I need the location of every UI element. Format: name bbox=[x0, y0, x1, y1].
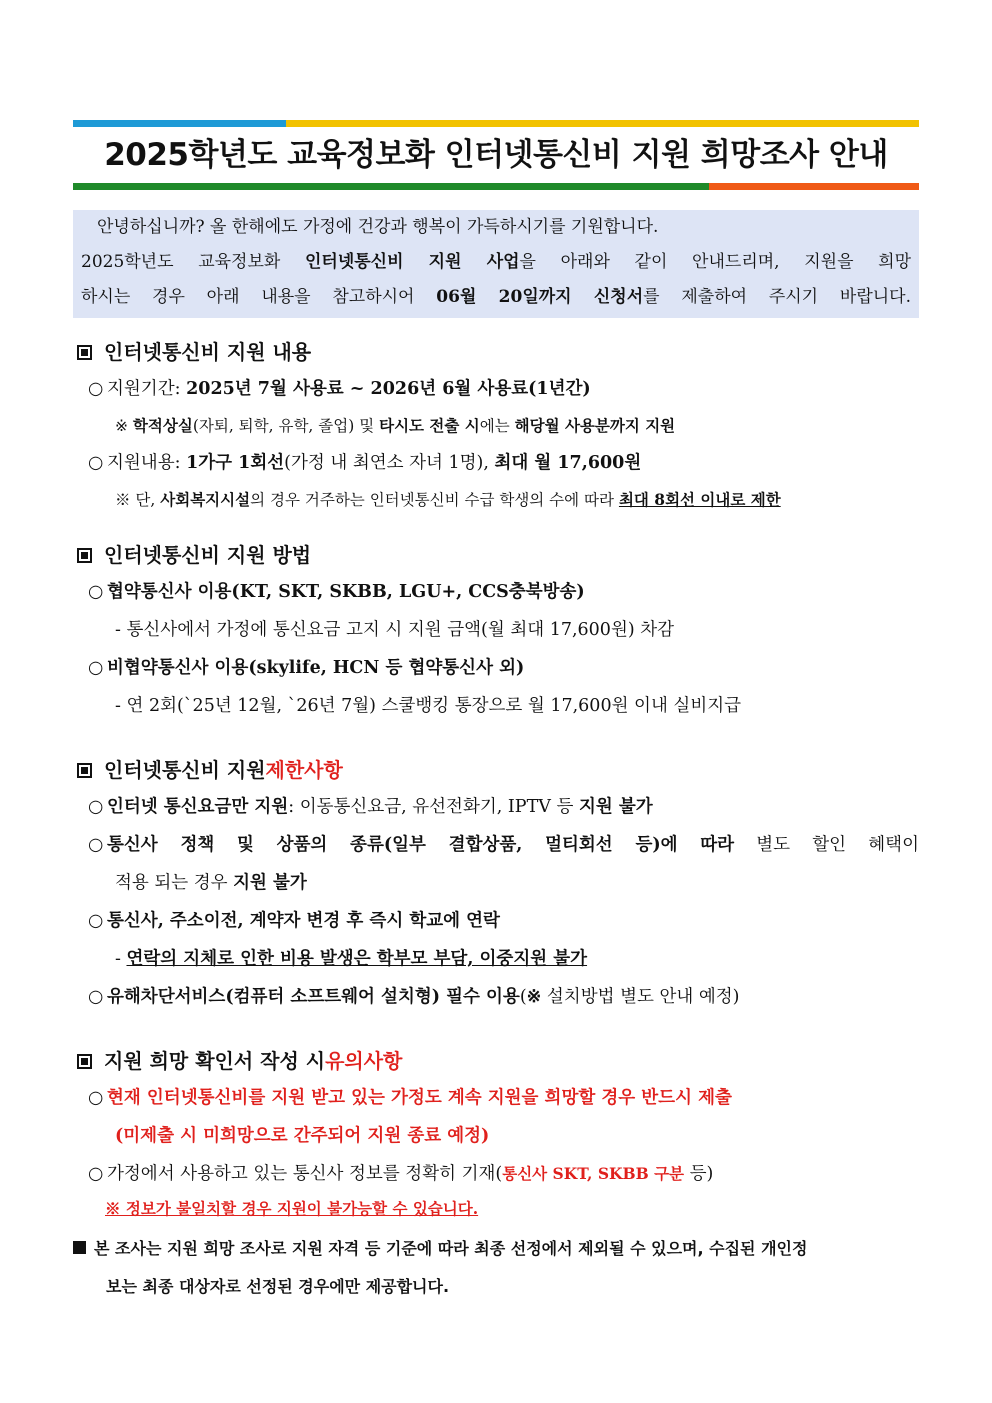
list-item-continued: 적용 되는 경우 지원 불가 bbox=[115, 873, 307, 893]
sub-item: - 연 2회(`25년 12월, `26년 7월) 스쿨뱅킹 통장으로 월 17,600원 이내 실비지급 bbox=[115, 696, 742, 716]
list-item: ○ 통신사 정책 및 상품의 종류(일부 결합상품, 멀티회선 등)에 따라 별도 할인 혜택이 bbox=[88, 835, 919, 855]
list-item: ○ 협약통신사 이용(KT, SKT, SKBB, LGU+, CCS충북방송) bbox=[88, 582, 585, 602]
warning-note: ※ 정보가 불일치할 경우 지원이 불가능할 수 있습니다. bbox=[105, 1199, 479, 1218]
final-notice bbox=[73, 1230, 919, 1306]
list-item: ○ 인터넷 통신요금만 지원: 이동통신요금, 유선전화기, IPTV 등 지원 불가 bbox=[88, 797, 653, 817]
notice-line-1: 본 조사는 지원 희망 조사로 지원 자격 등 기준에 따라 최종 선정에서 제외될 수 있으며, 수집된 개인정 bbox=[73, 1230, 919, 1268]
section-heading: 지원 희망 확인서 작성 시 유의사항 bbox=[73, 1043, 919, 1079]
square-bullet-icon bbox=[77, 763, 92, 778]
note-line: ※ 단, 사회복지시설의 경우 거주하는 인터넷통신비 수급 학생의 수에 따라 최대 8회선 이내로 제한 bbox=[115, 490, 781, 509]
square-bullet-icon bbox=[77, 548, 92, 563]
square-bullet-icon bbox=[77, 345, 92, 360]
title-block bbox=[73, 120, 919, 190]
sub-item: - 연락의 지체로 인한 비용 발생은 학부모 부담, 이중지원 불가 bbox=[115, 949, 588, 969]
section-heading: 인터넷통신비 지원 내용 bbox=[73, 334, 919, 370]
list-item: ○ 통신사, 주소이전, 계약자 변경 후 즉시 학교에 연락 bbox=[88, 911, 500, 931]
section-heading: 인터넷통신비 지원 방법 bbox=[73, 537, 919, 573]
list-item: ○ 비협약통신사 이용(skylife, HCN 등 협약통신사 외) bbox=[88, 658, 525, 678]
notice-line-2: 보는 최종 대상자로 선정된 경우에만 제공합니다. bbox=[106, 1277, 450, 1296]
list-item: ○ 유해차단서비스(컴퓨터 소프트웨어 설치형) 필수 이용(※ 설치방법 별도 안내 예정) bbox=[88, 987, 740, 1007]
section-precautions bbox=[73, 1043, 919, 1225]
section-heading: 인터넷통신비 지원 제한사항 bbox=[73, 752, 919, 788]
title-bottom-bar bbox=[73, 183, 919, 190]
intro-line-1: 안녕하십니까? 올 한해에도 가정에 건강과 행복이 가득하시기를 기원합니다. bbox=[97, 217, 659, 237]
sub-item: - 통신사에서 가정에 통신요금 고지 시 지원 금액(월 최대 17,600원) 차감 bbox=[115, 620, 675, 640]
intro-line-2: 2025학년도 교육정보화 인터넷통신비 지원 사업을 아래와 같이 안내드리며, 지원을 희망 bbox=[81, 252, 911, 272]
section-restrictions bbox=[73, 752, 919, 1016]
intro-box bbox=[73, 210, 919, 318]
note-line: ※ 학적상실(자퇴, 퇴학, 유학, 졸업) 및 타시도 전출 시에는 해당월 사용분까지 지원 bbox=[115, 416, 676, 435]
section-support-method bbox=[73, 537, 919, 725]
square-bullet-icon bbox=[73, 1241, 86, 1254]
list-item: ○ 지원기간: 2025년 7월 사용료 ~ 2026년 6월 사용료(1년간) bbox=[88, 379, 591, 399]
title-top-bar bbox=[73, 120, 919, 127]
intro-line-3: 하시는 경우 아래 내용을 참고하시어 06월 20일까지 신청서를 제출하여 주시기 바랍니다. bbox=[81, 287, 911, 307]
list-item: ○ 가정에서 사용하고 있는 통신사 정보를 정확히 기재(통신사 SKT, SKBB 구분 등) bbox=[88, 1164, 714, 1184]
list-item: ○ 현재 인터넷통신비를 지원 받고 있는 가정도 계속 지원을 희망할 경우 반드시 제출 bbox=[88, 1088, 732, 1108]
page-title: 2025학년도 교육정보화 인터넷통신비 지원 희망조사 안내 bbox=[104, 137, 888, 173]
list-item-continued: (미제출 시 미희망으로 간주되어 지원 종료 예정) bbox=[115, 1126, 490, 1146]
square-bullet-icon bbox=[77, 1054, 92, 1069]
list-item: ○ 지원내용: 1가구 1회선(가정 내 최연소 자녀 1명), 최대 월 17,600원 bbox=[88, 453, 642, 473]
section-support-content bbox=[73, 334, 919, 518]
